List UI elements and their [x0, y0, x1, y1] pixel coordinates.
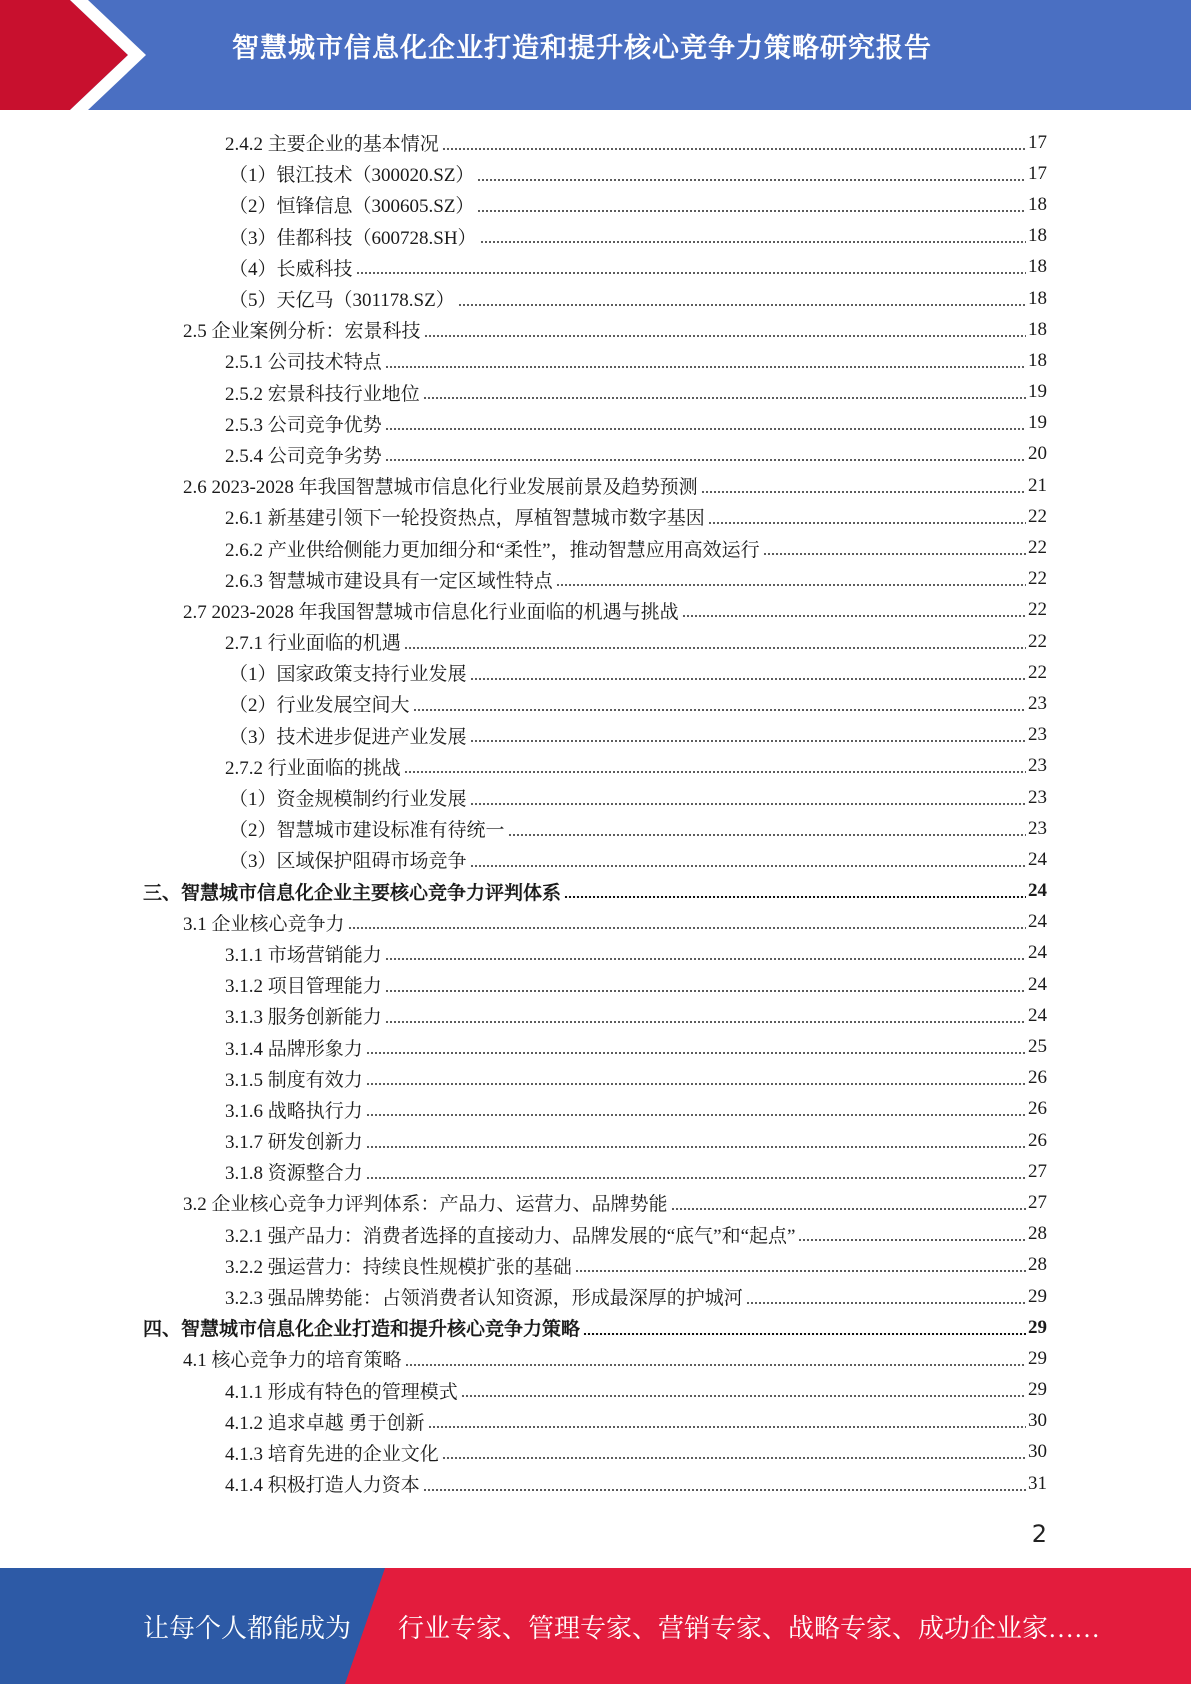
toc-entry-title: 3.1.2 项目管理能力 [225, 976, 382, 998]
toc-entry-page: 26 [1028, 1129, 1047, 1151]
toc-entry-page: 29 [1028, 1379, 1047, 1401]
toc-dot-leader [682, 615, 1026, 617]
toc-dot-leader [385, 428, 1026, 430]
toc-entry-page: 23 [1028, 755, 1047, 777]
toc-entry[interactable] [0, 1468, 1191, 1499]
toc-entry-page: 18 [1028, 193, 1047, 215]
toc-entry[interactable] [0, 595, 1191, 626]
toc-dot-leader [477, 179, 1026, 181]
toc-entry[interactable] [0, 127, 1191, 158]
toc-entry[interactable] [0, 189, 1191, 220]
toc-entry-page: 26 [1028, 1098, 1047, 1120]
toc-entry[interactable] [0, 1094, 1191, 1125]
toc-dot-leader [366, 1146, 1026, 1148]
toc-entry-page: 27 [1028, 1191, 1047, 1213]
page-footer [0, 1568, 1191, 1684]
toc-entry-title: 3.2.1 强产品力：消费者选择的直接动力、品牌发展的“底气”和“起点” [225, 1225, 796, 1247]
toc-entry-page: 22 [1028, 505, 1047, 527]
toc-entry-title: 2.5.3 公司竞争优势 [225, 414, 382, 436]
toc-entry-title: 四、智慧城市信息化企业打造和提升核心竞争力策略 [143, 1319, 581, 1341]
toc-entry-page: 29 [1028, 1316, 1047, 1338]
toc-entry-page: 22 [1028, 537, 1047, 559]
toc-dot-leader [385, 958, 1026, 960]
toc-entry-title: 2.5.1 公司技术特点 [225, 352, 382, 374]
toc-entry[interactable] [0, 314, 1191, 345]
toc-entry-page: 19 [1028, 381, 1047, 403]
toc-entry-title: 3.1.4 品牌形象力 [225, 1038, 363, 1060]
toc-entry-page: 25 [1028, 1036, 1047, 1058]
toc-dot-leader [671, 1208, 1026, 1210]
toc-entry-title: （4）长威科技 [229, 258, 353, 280]
toc-entry[interactable] [0, 1031, 1191, 1062]
toc-entry-title: 3.2 企业核心竞争力评判体系：产品力、运营力、品牌势能 [183, 1194, 668, 1216]
toc-entry-page: 21 [1028, 474, 1047, 496]
toc-dot-leader [461, 1395, 1026, 1397]
toc-entry[interactable] [0, 813, 1191, 844]
toc-entry-page: 24 [1028, 911, 1047, 933]
toc-entry-page: 23 [1028, 786, 1047, 808]
toc-entry[interactable] [0, 470, 1191, 501]
toc-entry-title: （5）天亿马（301178.SZ） [229, 290, 455, 312]
toc-dot-leader [348, 927, 1026, 929]
toc-entry-title: 三、智慧城市信息化企业主要核心竞争力评判体系 [143, 882, 562, 904]
toc-entry-title: 2.5 企业案例分析：宏景科技 [183, 321, 421, 343]
toc-entry[interactable] [0, 283, 1191, 314]
toc-entry[interactable] [0, 751, 1191, 782]
toc-dot-leader [385, 1021, 1026, 1023]
toc-entry[interactable] [0, 1156, 1191, 1187]
toc-entry-page: 24 [1028, 973, 1047, 995]
toc-entry-page: 28 [1028, 1254, 1047, 1276]
page-header [0, 0, 1191, 110]
toc-entry[interactable] [0, 844, 1191, 875]
toc-dot-leader [763, 553, 1026, 555]
toc-entry[interactable] [0, 1437, 1191, 1468]
footer-slogan-left: 让每个人都能成为 [143, 1614, 352, 1643]
footer-slogan-right: 行业专家、管理专家、营销专家、战略专家、成功企业家…… [398, 1614, 1101, 1643]
toc-entry[interactable] [0, 720, 1191, 751]
toc-entry[interactable] [0, 1125, 1191, 1156]
toc-entry-page: 24 [1028, 848, 1047, 870]
toc-dot-leader [405, 1364, 1026, 1366]
toc-entry-page: 24 [1028, 880, 1047, 902]
toc-entry-title: 2.4.2 主要企业的基本情况 [225, 134, 439, 156]
page-number: 2 [1031, 1520, 1047, 1548]
toc-dot-leader [458, 304, 1026, 306]
toc-entry-page: 27 [1028, 1160, 1047, 1182]
toc-entry[interactable] [0, 439, 1191, 470]
toc-dot-leader [470, 865, 1026, 867]
toc-dot-leader [423, 1489, 1026, 1491]
toc-dot-leader [746, 1302, 1026, 1304]
toc-dot-leader [470, 678, 1026, 680]
toc-entry-title: 2.6.3 智慧城市建设具有一定区域性特点 [225, 570, 553, 592]
toc-entry-page: 22 [1028, 661, 1047, 683]
toc-entry-page: 28 [1028, 1223, 1047, 1245]
toc-entry-title: 2.5.2 宏景科技行业地位 [225, 383, 420, 405]
toc-entry-page: 23 [1028, 724, 1047, 746]
toc-dot-leader [356, 272, 1026, 274]
toc-entry[interactable] [0, 1187, 1191, 1218]
toc-dot-leader [701, 491, 1026, 493]
toc-entry-page: 29 [1028, 1347, 1047, 1369]
toc-entry-page: 29 [1028, 1285, 1047, 1307]
toc-dot-leader [366, 1177, 1026, 1179]
toc-dot-leader [442, 1457, 1026, 1459]
toc-entry[interactable] [0, 345, 1191, 376]
toc-entry-page: 18 [1028, 349, 1047, 371]
toc-entry[interactable] [0, 1281, 1191, 1312]
toc-entry[interactable] [0, 1000, 1191, 1031]
toc-entry[interactable] [0, 564, 1191, 595]
toc-entry[interactable] [0, 1343, 1191, 1374]
toc-entry[interactable] [0, 969, 1191, 1000]
toc-entry[interactable] [0, 688, 1191, 719]
toc-entry-title: 2.7.1 行业面临的机遇 [225, 633, 401, 655]
toc-entry-title: 2.6 2023-2028 年我国智慧城市信息化行业发展前景及趋势预测 [183, 477, 698, 499]
report-title: 智慧城市信息化企业打造和提升核心竞争力策略研究报告 [232, 33, 932, 64]
toc-entry[interactable] [0, 408, 1191, 439]
toc-dot-leader [575, 1270, 1026, 1272]
toc-entry-title: 3.1 企业核心竞争力 [183, 913, 345, 935]
toc-entry-page: 22 [1028, 568, 1047, 590]
toc-entry-page: 22 [1028, 630, 1047, 652]
toc-entry-title: 2.7 2023-2028 年我国智慧城市信息化行业面临的机遇与挑战 [183, 601, 679, 623]
toc-dot-leader [556, 584, 1026, 586]
toc-entry-page: 22 [1028, 599, 1047, 621]
toc-entry-title: （3）区域保护阻碍市场竞争 [229, 851, 467, 873]
toc-dot-leader [708, 522, 1026, 524]
table-of-contents [0, 127, 1191, 1499]
toc-dot-leader [480, 241, 1026, 243]
toc-entry-page: 23 [1028, 692, 1047, 714]
toc-entry[interactable] [0, 158, 1191, 189]
toc-dot-leader [404, 647, 1026, 649]
toc-entry-page: 23 [1028, 817, 1047, 839]
toc-entry-page: 18 [1028, 256, 1047, 278]
toc-entry-title: 4.1.4 积极打造人力资本 [225, 1475, 420, 1497]
toc-entry-title: 3.2.2 强运营力：持续良性规模扩张的基础 [225, 1256, 572, 1278]
toc-entry-title: 3.1.8 资源整合力 [225, 1163, 363, 1185]
toc-entry[interactable] [0, 938, 1191, 969]
toc-entry-title: （2）智慧城市建设标准有待统一 [229, 820, 505, 842]
toc-dot-leader [428, 1426, 1026, 1428]
toc-entry[interactable] [0, 907, 1191, 938]
toc-entry-title: 3.2.3 强品牌势能：占领消费者认知资源，形成最深厚的护城河 [225, 1288, 743, 1310]
toc-entry-title: 3.1.7 研发创新力 [225, 1132, 363, 1154]
toc-entry[interactable] [0, 377, 1191, 408]
toc-entry-title: 4.1.3 培育先进的企业文化 [225, 1443, 439, 1465]
toc-entry-title: 4.1 核心竞争力的培育策略 [183, 1350, 402, 1372]
toc-entry[interactable] [0, 1063, 1191, 1094]
toc-dot-leader [470, 740, 1026, 742]
toc-entry-page: 20 [1028, 443, 1047, 465]
toc-entry-page: 24 [1028, 1004, 1047, 1026]
toc-entry[interactable] [0, 626, 1191, 657]
toc-entry-title: （1）资金规模制约行业发展 [229, 789, 467, 811]
toc-dot-leader [564, 896, 1026, 898]
toc-entry-title: 3.1.5 制度有效力 [225, 1069, 363, 1091]
toc-dot-leader [385, 990, 1026, 992]
toc-entry-page: 18 [1028, 318, 1047, 340]
toc-entry[interactable] [0, 1312, 1191, 1343]
toc-entry-title: 2.6.1 新基建引领下一轮投资热点，厚植智慧城市数字基因 [225, 508, 705, 530]
toc-entry-title: 3.1.6 战略执行力 [225, 1100, 363, 1122]
toc-dot-leader [508, 834, 1026, 836]
toc-entry-page: 18 [1028, 225, 1047, 247]
toc-dot-leader [385, 459, 1026, 461]
toc-entry-page: 19 [1028, 412, 1047, 434]
toc-entry[interactable] [0, 501, 1191, 532]
toc-entry[interactable] [0, 1375, 1191, 1406]
toc-entry-title: （3）佳都科技（600728.SH） [229, 227, 477, 249]
toc-dot-leader [413, 709, 1026, 711]
toc-entry-title: 2.5.4 公司竞争劣势 [225, 445, 382, 467]
toc-entry-title: 3.1.3 服务创新能力 [225, 1007, 382, 1029]
toc-entry-page: 18 [1028, 287, 1047, 309]
toc-entry[interactable] [0, 1219, 1191, 1250]
toc-entry-title: （1）国家政策支持行业发展 [229, 664, 467, 686]
toc-dot-leader [470, 803, 1026, 805]
toc-dot-leader [477, 210, 1026, 212]
toc-entry-title: 2.7.2 行业面临的挑战 [225, 757, 401, 779]
toc-entry[interactable] [0, 782, 1191, 813]
toc-dot-leader [385, 366, 1026, 368]
toc-entry-title: （3）技术进步促进产业发展 [229, 726, 467, 748]
toc-dot-leader [366, 1114, 1026, 1116]
toc-entry-page: 26 [1028, 1067, 1047, 1089]
toc-entry-title: （2）行业发展空间大 [229, 695, 410, 717]
toc-entry-page: 30 [1028, 1441, 1047, 1463]
toc-dot-leader [583, 1333, 1026, 1335]
toc-entry-page: 30 [1028, 1410, 1047, 1432]
header-arrow-icon [0, 0, 160, 110]
toc-dot-leader [442, 148, 1026, 150]
toc-dot-leader [798, 1239, 1026, 1241]
toc-entry[interactable] [0, 252, 1191, 283]
toc-entry-page: 17 [1028, 162, 1047, 184]
toc-entry-title: 4.1.1 形成有特色的管理模式 [225, 1381, 458, 1403]
toc-dot-leader [366, 1052, 1026, 1054]
toc-entry-title: 2.6.2 产业供给侧能力更加细分和“柔性”，推动智慧应用高效运行 [225, 539, 760, 561]
toc-entry-page: 24 [1028, 942, 1047, 964]
toc-entry[interactable] [0, 657, 1191, 688]
toc-entry[interactable] [0, 1250, 1191, 1281]
toc-entry-page: 31 [1028, 1472, 1047, 1494]
toc-entry-title: 3.1.1 市场营销能力 [225, 944, 382, 966]
toc-entry-page: 17 [1028, 131, 1047, 153]
toc-dot-leader [404, 771, 1026, 773]
toc-entry-title: （1）银江技术（300020.SZ） [229, 165, 475, 187]
toc-dot-leader [423, 397, 1026, 399]
toc-entry[interactable] [0, 221, 1191, 252]
toc-entry[interactable] [0, 532, 1191, 563]
toc-entry-title: （2）恒锋信息（300605.SZ） [229, 196, 475, 218]
toc-entry[interactable] [0, 1406, 1191, 1437]
toc-dot-leader [366, 1083, 1026, 1085]
toc-dot-leader [424, 335, 1026, 337]
toc-entry-title: 4.1.2 追求卓越 勇于创新 [225, 1412, 425, 1434]
toc-entry[interactable] [0, 876, 1191, 907]
